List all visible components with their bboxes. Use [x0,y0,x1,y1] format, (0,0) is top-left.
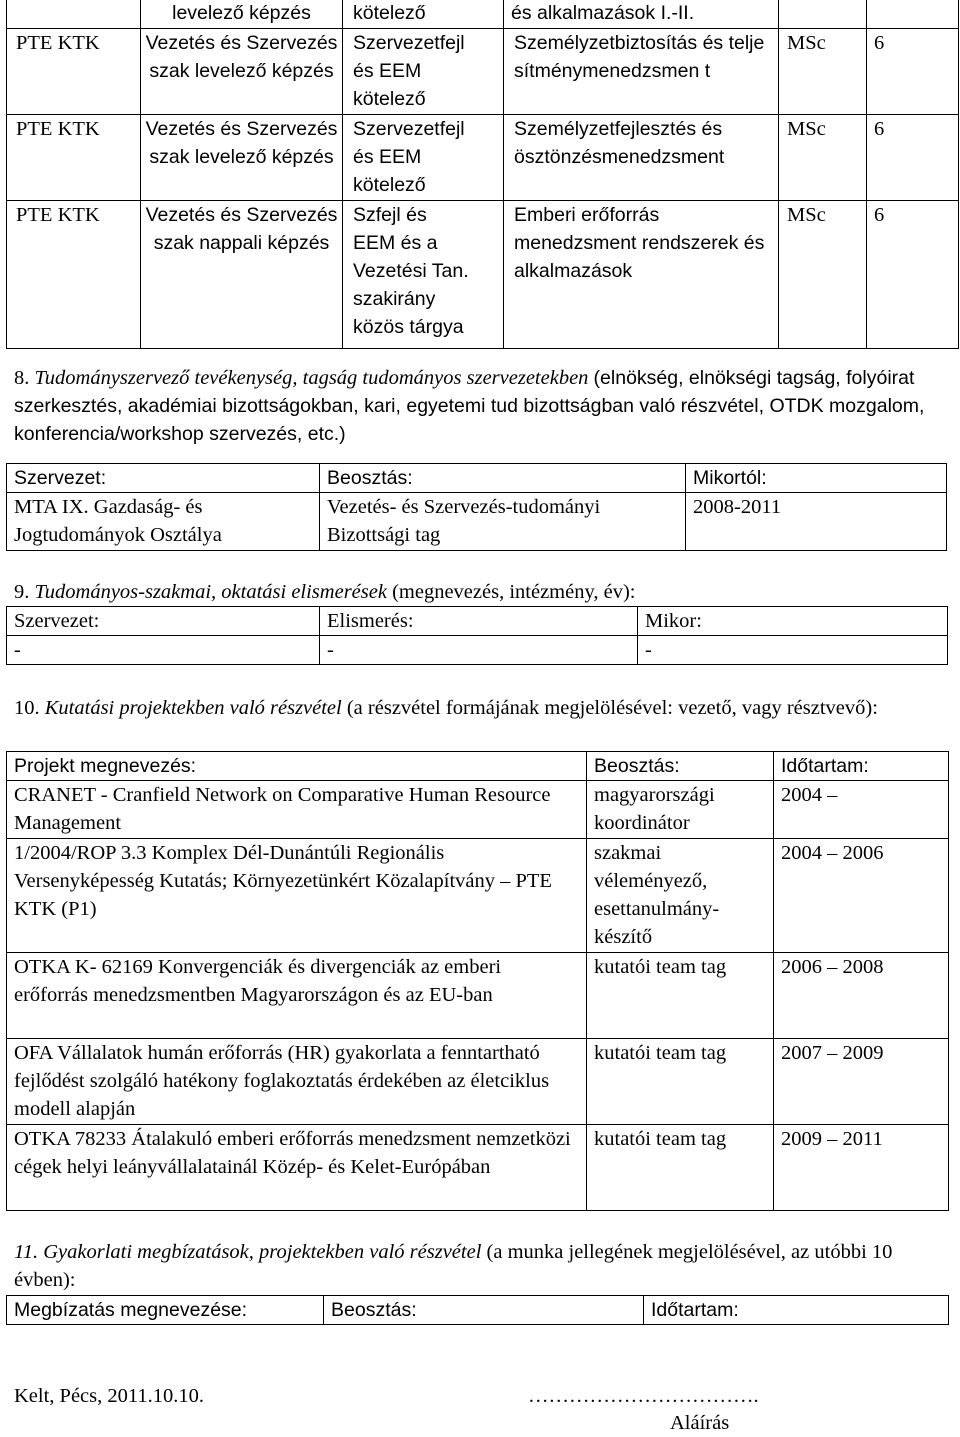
table-cell: kutatói team tag [587,1039,774,1125]
section-title: Gyakorlati megbízatások, projektekben való részvétel [43,1241,482,1263]
table-cell: Személyzetfejlesztés és ösztönzésmenedzsment [504,115,779,201]
table-header-row [7,752,949,781]
table-row [7,953,949,1039]
column-header: Beosztás: [587,752,774,781]
table-cell: OFA Vállalatok humán erőforrás (HR) gyakorlata a fenntartható fejlődést szolgáló hatékony foglakoztatás érdekében az életciklus modell alapján [7,1039,587,1125]
table-row [7,1039,949,1125]
column-header: Beosztás: [324,1296,644,1325]
table-cell: 6 [867,201,959,349]
table-cell: MSc [779,115,867,201]
table-cell: - [638,636,948,665]
column-header: Beosztás: [320,464,686,493]
table-cell: OTKA K- 62169 Konvergenciák és divergenciák az emberi erőforrás menedzsmentben Magyarországon és az EU-ban [7,953,587,1039]
section-11-heading [14,1238,944,1294]
table-cell: Szervezetfejl és EEM kötelező [343,115,504,201]
table-cell: 2009 – 2011 [774,1125,949,1211]
table-cell: szakmai véleményező, esettanulmány-készítő [587,839,774,953]
table-cell: - [320,636,638,665]
table-cell: Vezetés és Szervezés szak levelező képzés [141,29,343,115]
table-cell: kötelező [343,0,504,29]
section-number: 9. [14,581,30,603]
table-header-row [7,464,947,493]
table-cell: és alkalmazások I.-II. [504,0,779,29]
table-row [7,493,947,551]
assignments-table [6,1295,949,1325]
section-9-heading [14,578,944,606]
section-title: Tudományszervező tevékenység, tagság tudományos szervezetekben [34,367,589,389]
section-description: (a munka jellegének megjelölésével, az utóbbi 10 évben): [14,1241,893,1291]
section-number: 11. [14,1241,39,1263]
column-header: Szervezet: [7,607,320,636]
table-cell: PTE KTK [7,201,141,349]
signature-label: Aláírás [670,1412,730,1434]
table-cell: Szfejl és EEM és a Vezetési Tan. szakirány közös tárgya [343,201,504,349]
table-row [7,0,959,29]
table-row [7,29,959,115]
column-header: Mikortól: [686,464,947,493]
table-header-row [7,607,948,636]
table-cell: Személyzetbiztosítás és teljesítménymenedzsmen t [504,29,779,115]
section-title: Kutatási projektekben való részvétel [44,697,342,719]
table-cell: 2004 – 2006 [774,839,949,953]
table-cell: Emberi erőforrás menedzsment rendszerek és alkalmazások [504,201,779,349]
table-cell: 2008-2011 [686,493,947,551]
table-row [7,781,949,839]
table-row [7,839,949,953]
table-row [7,1125,949,1211]
organizations-table [6,463,947,551]
signature-line: ……………………………. [528,1385,759,1407]
column-header: Időtartam: [774,752,949,781]
table-cell: CRANET - Cranfield Network on Comparative Human Resource Management [7,781,587,839]
table-cell: MTA IX. Gazdaság- és Jogtudományok Osztálya [7,493,320,551]
section-description: (a részvétel formájának megjelölésével: vezető, vagy résztvevő): [346,697,878,719]
column-header: Mikor: [638,607,948,636]
courses-table [6,0,959,349]
table-cell: OTKA 78233 Átalakuló emberi erőforrás menedzsment nemzetközi cégek helyi leányvállalatainál Közép- és Kelet-Európában [7,1125,587,1211]
table-cell: levelező képzés [141,0,343,29]
table-row [7,115,959,201]
table-cell: PTE KTK [7,115,141,201]
table-cell: kutatói team tag [587,1125,774,1211]
table-cell: PTE KTK [7,29,141,115]
table-cell: 2006 – 2008 [774,953,949,1039]
table-cell: 6 [867,115,959,201]
table-row [7,201,959,349]
table-cell: MSc [779,201,867,349]
column-header: Elismerés: [320,607,638,636]
table-cell [867,0,959,29]
column-header: Projekt megnevezés: [7,752,587,781]
section-number: 10. [14,697,40,719]
column-header: Szervezet: [7,464,320,493]
awards-table [6,606,948,665]
section-8-heading [14,364,944,448]
research-projects-table [6,751,949,1211]
place-and-date: Kelt, Pécs, 2011.10.10. [14,1385,204,1407]
table-cell: Vezetés és Szervezés szak levelező képzés [141,115,343,201]
table-cell: magyarországi koordinátor [587,781,774,839]
table-cell: 2007 – 2009 [774,1039,949,1125]
table-cell: kutatói team tag [587,953,774,1039]
table-cell: 1/2004/ROP 3.3 Komplex Dél-Dunántúli Regionális Versenyképesség Kutatás; Környezetünkért Közalapítvány – PTE KTK (P1) [7,839,587,953]
section-description: (megnevezés, intézmény, év): [392,581,636,603]
section-10-heading [14,694,944,722]
table-cell: Vezetés és Szervezés szak nappali képzés [141,201,343,349]
section-number: 8. [14,367,30,389]
table-cell: Vezetés- és Szervezés-tudományi Bizottsági tag [320,493,686,551]
section-description: (elnökség, elnökségi tagság, folyóirat szerkesztés, akadémiai bizottságokban, kari, egyetemi tud bizottságban való részvétel, OTDK mozgalom, konferencia/workshop szervezés, etc.) [14,367,925,445]
column-header: Megbízatás megnevezése: [7,1296,324,1325]
table-cell [7,0,141,29]
section-title: Tudományos-szakmai, oktatási elismerések [34,581,387,603]
table-row [7,636,948,665]
table-cell: MSc [779,29,867,115]
column-header: Időtartam: [644,1296,949,1325]
table-cell: Szervezetfejl és EEM kötelező [343,29,504,115]
table-cell [779,0,867,29]
table-cell: 2004 – [774,781,949,839]
table-cell: - [7,636,320,665]
table-header-row [7,1296,949,1325]
table-cell: 6 [867,29,959,115]
